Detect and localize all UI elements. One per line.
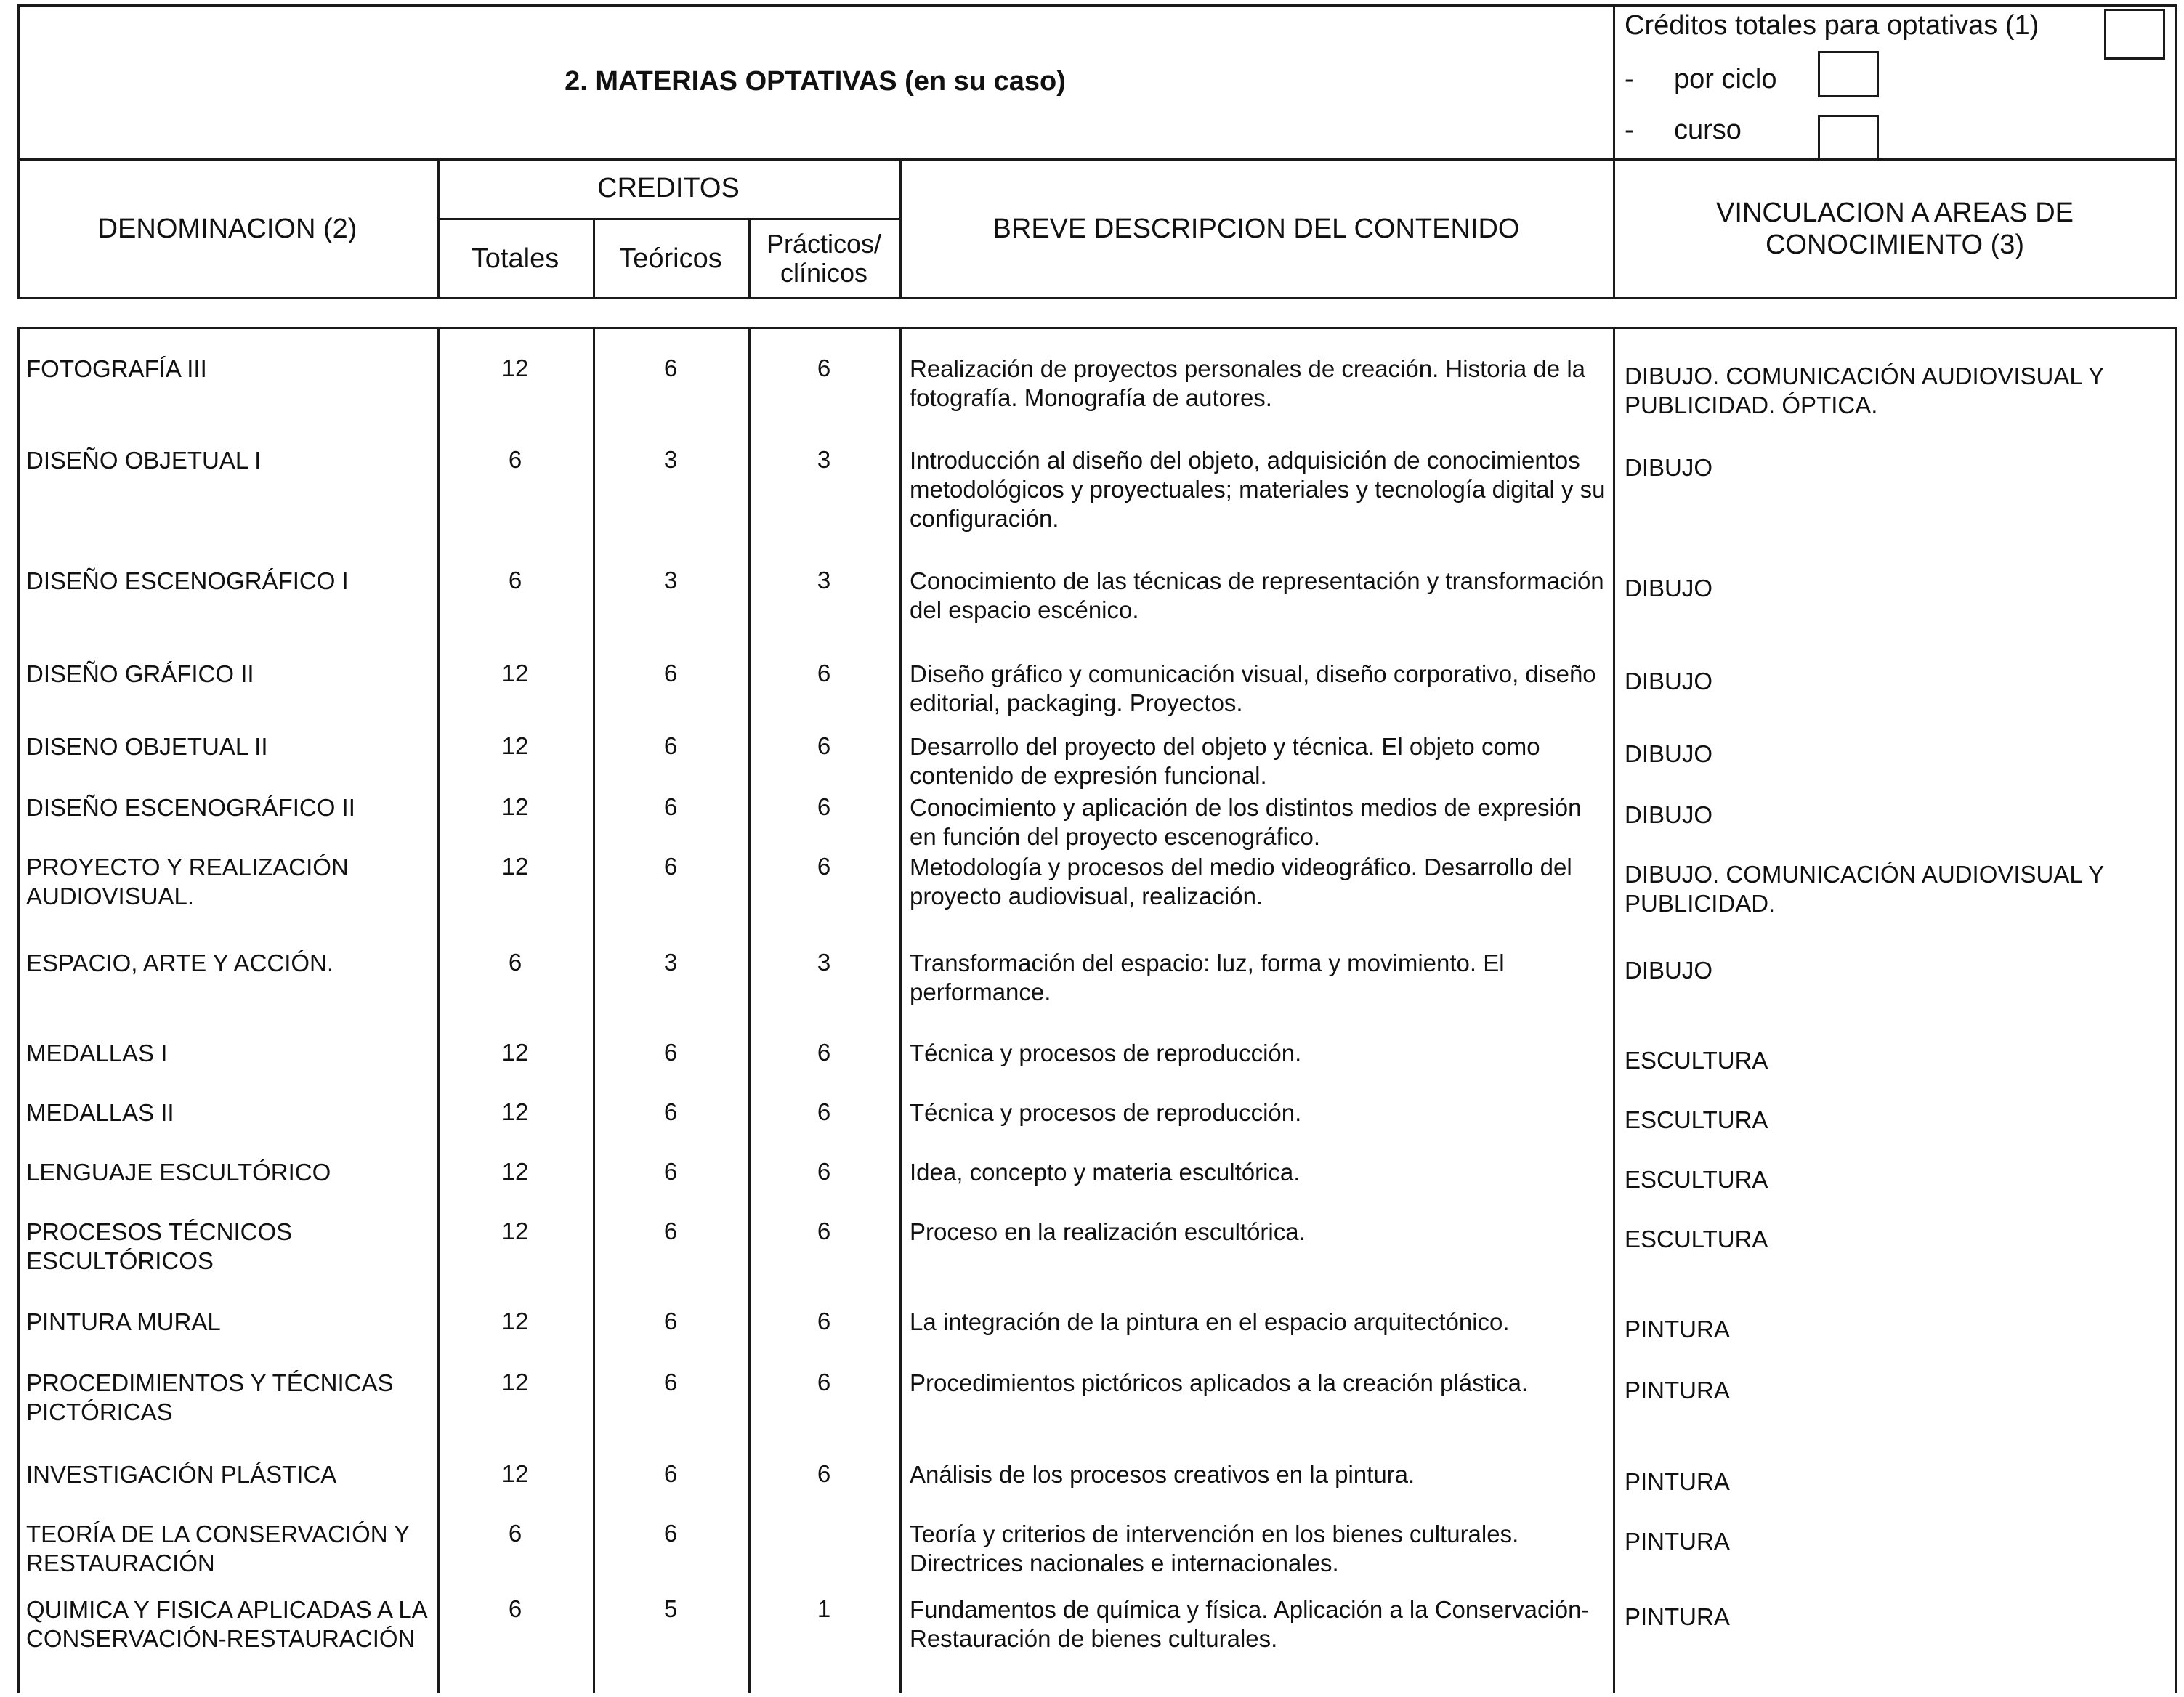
col-totales-text: Totales <box>471 243 559 274</box>
cell-area: DIBUJO <box>1625 575 1713 602</box>
cell-denominacion: PROCESOS TÉCNICOS ESCULTÓRICOS <box>26 1218 293 1274</box>
cell-practicos: 6 <box>817 355 831 381</box>
col-practicos <box>748 218 899 299</box>
cell-descripcion: Transformación del espacio: luz, forma y movimiento. El performance. <box>910 949 1505 1005</box>
cell-practicos: 6 <box>817 1218 831 1244</box>
cell-descripcion: Conocimiento y aplicación de los distintos medios de expresión en función del proyecto escenográfico. <box>910 794 1582 850</box>
credits-total-label: Créditos totales para optativas (1) <box>1625 10 2039 41</box>
cell-descripcion: Idea, concepto y materia escultórica. <box>910 1159 1301 1186</box>
cell-practicos: 6 <box>817 732 831 759</box>
cell-descripcion: Teoría y criterios de intervención en los bienes culturales. Directrices nacionales e internacionales. <box>910 1520 1519 1576</box>
cell-practicos: 6 <box>817 1460 831 1487</box>
cell-teoricos: 6 <box>663 1308 678 1334</box>
cell-denominacion: PROYECTO Y REALIZACIÓN AUDIOVISUAL. <box>26 854 349 910</box>
cell-practicos: 3 <box>817 446 831 473</box>
cell-denominacion: DISEÑO GRÁFICO II <box>26 660 254 687</box>
cell-denominacion: LENGUAJE ESCULTÓRICO <box>26 1159 331 1186</box>
col-creditos-text: CREDITOS <box>597 173 740 203</box>
cell-teoricos: 3 <box>663 446 678 473</box>
cell-teoricos: 6 <box>663 355 678 381</box>
col-totales <box>437 218 593 299</box>
cell-teoricos: 6 <box>663 853 678 880</box>
cell-area: DIBUJO <box>1625 454 1713 481</box>
cell-practicos: 6 <box>817 660 831 687</box>
cell-teoricos: 3 <box>663 949 678 976</box>
cell-teoricos: 6 <box>663 1520 678 1547</box>
cell-totales: 12 <box>501 1158 529 1185</box>
col-practicos-l1: Prácticos/ <box>766 229 882 259</box>
cell-denominacion: ESPACIO, ARTE Y ACCIÓN. <box>26 949 334 976</box>
cell-teoricos: 5 <box>663 1595 678 1622</box>
cell-descripcion: Introducción al diseño del objeto, adquisición de conocimientos metodológicos y proyectuales; materiales y tecnología digital y su configuración. <box>910 447 1606 532</box>
body-line-2 <box>593 327 595 1693</box>
cell-teoricos: 6 <box>663 1369 678 1396</box>
curso-box[interactable] <box>1818 115 1879 161</box>
col-vinculacion-l1: VINCULACION A AREAS DE <box>1715 198 2074 228</box>
cell-teoricos: 6 <box>663 732 678 759</box>
col-descripcion-text: BREVE DESCRIPCION DEL CONTENIDO <box>992 214 1520 244</box>
cell-area: PINTURA <box>1625 1377 1730 1404</box>
cell-practicos: 3 <box>817 949 831 976</box>
col-creditos <box>437 158 899 218</box>
cell-practicos: 3 <box>817 567 831 594</box>
cell-teoricos: 3 <box>663 567 678 594</box>
cell-teoricos: 6 <box>663 1039 678 1066</box>
cell-descripcion: Metodología y procesos del medio videográfico. Desarrollo del proyecto audiovisual, realización. <box>910 854 1572 910</box>
cell-area: ESCULTURA <box>1625 1226 1768 1252</box>
cell-teoricos: 6 <box>663 793 678 820</box>
cell-area: PINTURA <box>1625 1603 1730 1630</box>
cell-area: DIBUJO. COMUNICACIÓN AUDIOVISUAL Y PUBLICIDAD. <box>1625 861 2104 917</box>
col-denominacion-text: DENOMINACION (2) <box>97 214 357 244</box>
cell-teoricos: 6 <box>663 660 678 687</box>
cell-totales: 12 <box>501 1460 529 1487</box>
cell-area: PINTURA <box>1625 1528 1730 1555</box>
cell-denominacion: PINTURA MURAL <box>26 1308 221 1335</box>
cell-practicos: 6 <box>817 853 831 880</box>
body-line-5 <box>1613 327 1615 1693</box>
cell-totales: 12 <box>501 1039 529 1066</box>
curso-dash: - <box>1625 115 1634 145</box>
cell-totales: 6 <box>508 567 522 594</box>
col-descripcion <box>899 158 1613 299</box>
cell-descripcion: Realización de proyectos personales de creación. Historia de la fotografía. Monografía de autores. <box>910 355 1586 411</box>
cell-teoricos: 6 <box>663 1460 678 1487</box>
cell-totales: 6 <box>508 446 522 473</box>
body-line-4 <box>899 327 902 1693</box>
cell-area: DIBUJO <box>1625 740 1713 767</box>
cell-denominacion: INVESTIGACIÓN PLÁSTICA <box>26 1461 337 1488</box>
cell-area: PINTURA <box>1625 1468 1730 1495</box>
cell-practicos: 6 <box>817 1369 831 1396</box>
cell-denominacion: DISEÑO OBJETUAL I <box>26 447 262 474</box>
cell-totales: 12 <box>501 793 529 820</box>
cell-denominacion: DISEÑO ESCENOGRÁFICO I <box>26 567 349 594</box>
cell-denominacion: TEORÍA DE LA CONSERVACIÓN Y RESTAURACIÓN <box>26 1520 410 1576</box>
cell-totales: 6 <box>508 1595 522 1622</box>
cell-totales: 12 <box>501 1218 529 1244</box>
col-teoricos-text: Teóricos <box>619 243 722 274</box>
col-vinculacion-l2: CONOCIMIENTO (3) <box>1765 230 2025 260</box>
cell-totales: 12 <box>501 1369 529 1396</box>
cell-practicos: 6 <box>817 793 831 820</box>
cell-descripcion: Conocimiento de las técnicas de representación y transformación del espacio escénico. <box>910 567 1604 623</box>
cell-practicos: 1 <box>817 1595 831 1622</box>
cell-descripcion: Desarrollo del proyecto del objeto y técnica. El objeto como contenido de expresión funcional. <box>910 733 1540 789</box>
cell-area: DIBUJO <box>1625 801 1713 828</box>
cell-totales: 6 <box>508 949 522 976</box>
section-title-text: 2. MATERIAS OPTATIVAS (en su caso) <box>565 65 1066 97</box>
cell-teoricos: 6 <box>663 1218 678 1244</box>
body-left-line <box>17 327 20 1693</box>
col-denominacion <box>17 158 437 299</box>
cell-descripcion: Técnica y procesos de reproducción. <box>910 1099 1302 1126</box>
cell-totales: 12 <box>501 1308 529 1334</box>
cell-totales: 12 <box>501 732 529 759</box>
cell-area: ESCULTURA <box>1625 1047 1768 1074</box>
cell-area: DIBUJO. COMUNICACIÓN AUDIOVISUAL Y PUBLICIDAD. ÓPTICA. <box>1625 363 2104 418</box>
cell-area: DIBUJO <box>1625 668 1713 694</box>
cell-totales: 12 <box>501 853 529 880</box>
col-vinculacion <box>1613 158 2177 299</box>
cell-descripcion: Proceso en la realización escultórica. <box>910 1218 1306 1245</box>
col-teoricos <box>593 218 748 299</box>
col-practicos-l2: clínicos <box>780 258 868 288</box>
credits-total-box[interactable] <box>2104 9 2165 60</box>
body-line-3 <box>748 327 751 1693</box>
cell-totales: 6 <box>508 1520 522 1547</box>
curso-label: curso <box>1674 115 1742 145</box>
cell-denominacion: MEDALLAS II <box>26 1099 174 1126</box>
cell-totales: 12 <box>501 1098 529 1125</box>
por-ciclo-label: por ciclo <box>1674 64 1777 94</box>
por-ciclo-box[interactable] <box>1818 51 1879 97</box>
cell-denominacion: PROCEDIMIENTOS Y TÉCNICAS PICTÓRICAS <box>26 1369 394 1425</box>
cell-descripcion: Diseño gráfico y comunicación visual, diseño corporativo, diseño editorial, packaging. Proyectos. <box>910 660 1596 716</box>
cell-area: PINTURA <box>1625 1316 1730 1342</box>
por-ciclo-dash: - <box>1625 64 1634 94</box>
cell-denominacion: FOTOGRAFÍA III <box>26 355 207 382</box>
body-line-1 <box>437 327 440 1693</box>
cell-denominacion: DISENO OBJETUAL II <box>26 733 268 760</box>
cell-practicos: 6 <box>817 1098 831 1125</box>
cell-teoricos: 6 <box>663 1158 678 1185</box>
cell-descripcion: Técnica y procesos de reproducción. <box>910 1040 1302 1066</box>
cell-totales: 12 <box>501 355 529 381</box>
cell-descripcion: Análisis de los procesos creativos en la pintura. <box>910 1461 1415 1488</box>
cell-denominacion: DISEÑO ESCENOGRÁFICO II <box>26 794 355 821</box>
cell-descripcion: Procedimientos pictóricos aplicados a la creación plástica. <box>910 1369 1529 1396</box>
cell-practicos: 6 <box>817 1039 831 1066</box>
cell-denominacion: QUIMICA Y FISICA APLICADAS A LA CONSERVACIÓN-RESTAURACIÓN <box>26 1596 426 1652</box>
cell-practicos: 6 <box>817 1308 831 1334</box>
cell-descripcion: La integración de la pintura en el espacio arquitectónico. <box>910 1308 1510 1335</box>
cell-area: ESCULTURA <box>1625 1106 1768 1133</box>
cell-teoricos: 6 <box>663 1098 678 1125</box>
cell-descripcion: Fundamentos de química y física. Aplicación a la Conservación-Restauración de bienes culturales. <box>910 1596 1590 1652</box>
cell-denominacion: MEDALLAS I <box>26 1040 168 1066</box>
cell-practicos: 6 <box>817 1158 831 1185</box>
cell-area: DIBUJO <box>1625 957 1713 984</box>
cell-area: ESCULTURA <box>1625 1166 1768 1193</box>
section-title <box>17 4 1613 158</box>
cell-totales: 12 <box>501 660 529 687</box>
